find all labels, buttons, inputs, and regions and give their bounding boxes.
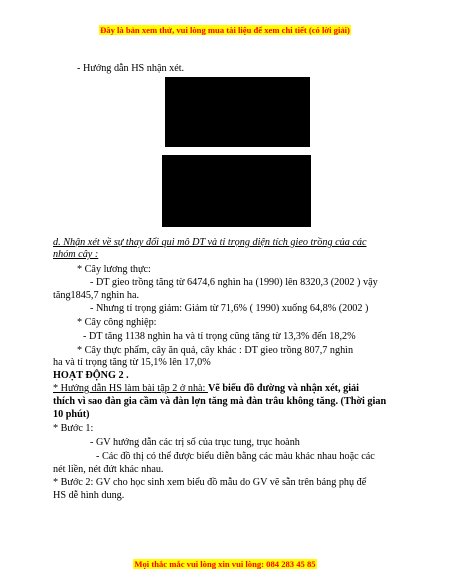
text-line: * Cây lương thực: (77, 264, 151, 275)
text-line: - Nhưng tỉ trọng giảm: Giảm từ 71,6% ( 1990) xuống 64,8% (2002 ) (90, 303, 369, 314)
step-2-text: * Bước 2: GV cho học sinh xem biểu đồ mẫu do GV vẽ sẵn trên bảng phụ để (53, 477, 367, 488)
activity-heading: HOẠT ĐỘNG 2 . (53, 370, 129, 381)
section-d-heading: d. Nhận xét về sự thay đổi qui mô DT và tỉ trọng diện tích gieo trồng của các (53, 237, 367, 248)
preview-notice-text: Đây là bản xem thử, vui lòng mua tài liệu để xem chi tiết (có lời giải) (100, 25, 350, 35)
text-line: * Cây thực phẩm, cây ăn quả, cây khác : DT gieo trồng 807,7 nghìn (77, 345, 354, 356)
homework-task: Vẽ biểu đồ đường và nhận xét, giải (207, 383, 359, 394)
redacted-image-2 (162, 155, 311, 227)
preview-notice-banner (0, 25, 450, 35)
homework-time: 10 phút) (53, 409, 90, 420)
redacted-image-1 (165, 77, 310, 147)
contact-text: Mọi thắc mắc vui lòng xin vui lòng: 084 283 45 85 (134, 559, 316, 569)
homework-line (53, 383, 359, 395)
text-line: ha và tỉ trọng tăng từ 15,1% lên 17,0% (53, 357, 211, 368)
instruction-line: - Hướng dẫn HS nhận xét. (77, 63, 185, 74)
text-line: tăng1845,7 nghìn ha. (53, 290, 140, 301)
text-line: - DT gieo trồng tăng từ 6474,6 nghìn ha (1990) lên 8320,3 (2002 ) vậy (90, 277, 378, 288)
section-d-heading-cont: nhóm cây : (53, 249, 99, 260)
homework-task-cont: thích vì sao đàn gia cầm và đàn lợn tăng mà đàn trâu không tăng. (Thời gian (53, 396, 387, 407)
text-line: - DT tăng 1138 nghìn ha và tỉ trọng cũng tăng từ 13,3% đến 18,2% (83, 331, 356, 342)
step-1-text: nét liền, nét đứt khác nhau. (53, 464, 164, 475)
step-1-text: - Các đồ thị có thể được biểu diễn bằng các màu khác nhau hoặc các (96, 451, 375, 462)
homework-intro: * Hướng dẫn HS làm bài tập 2 ở nhà: (53, 383, 208, 394)
step-1-label: * Bước 1: (53, 423, 94, 434)
step-2-text: HS dễ hình dung. (53, 490, 125, 501)
step-1-text: - GV hướng dẫn các trị số của trục tung, trục hoành (90, 437, 300, 448)
text-line: * Cây công nghiệp: (77, 317, 157, 328)
contact-banner (0, 559, 450, 569)
